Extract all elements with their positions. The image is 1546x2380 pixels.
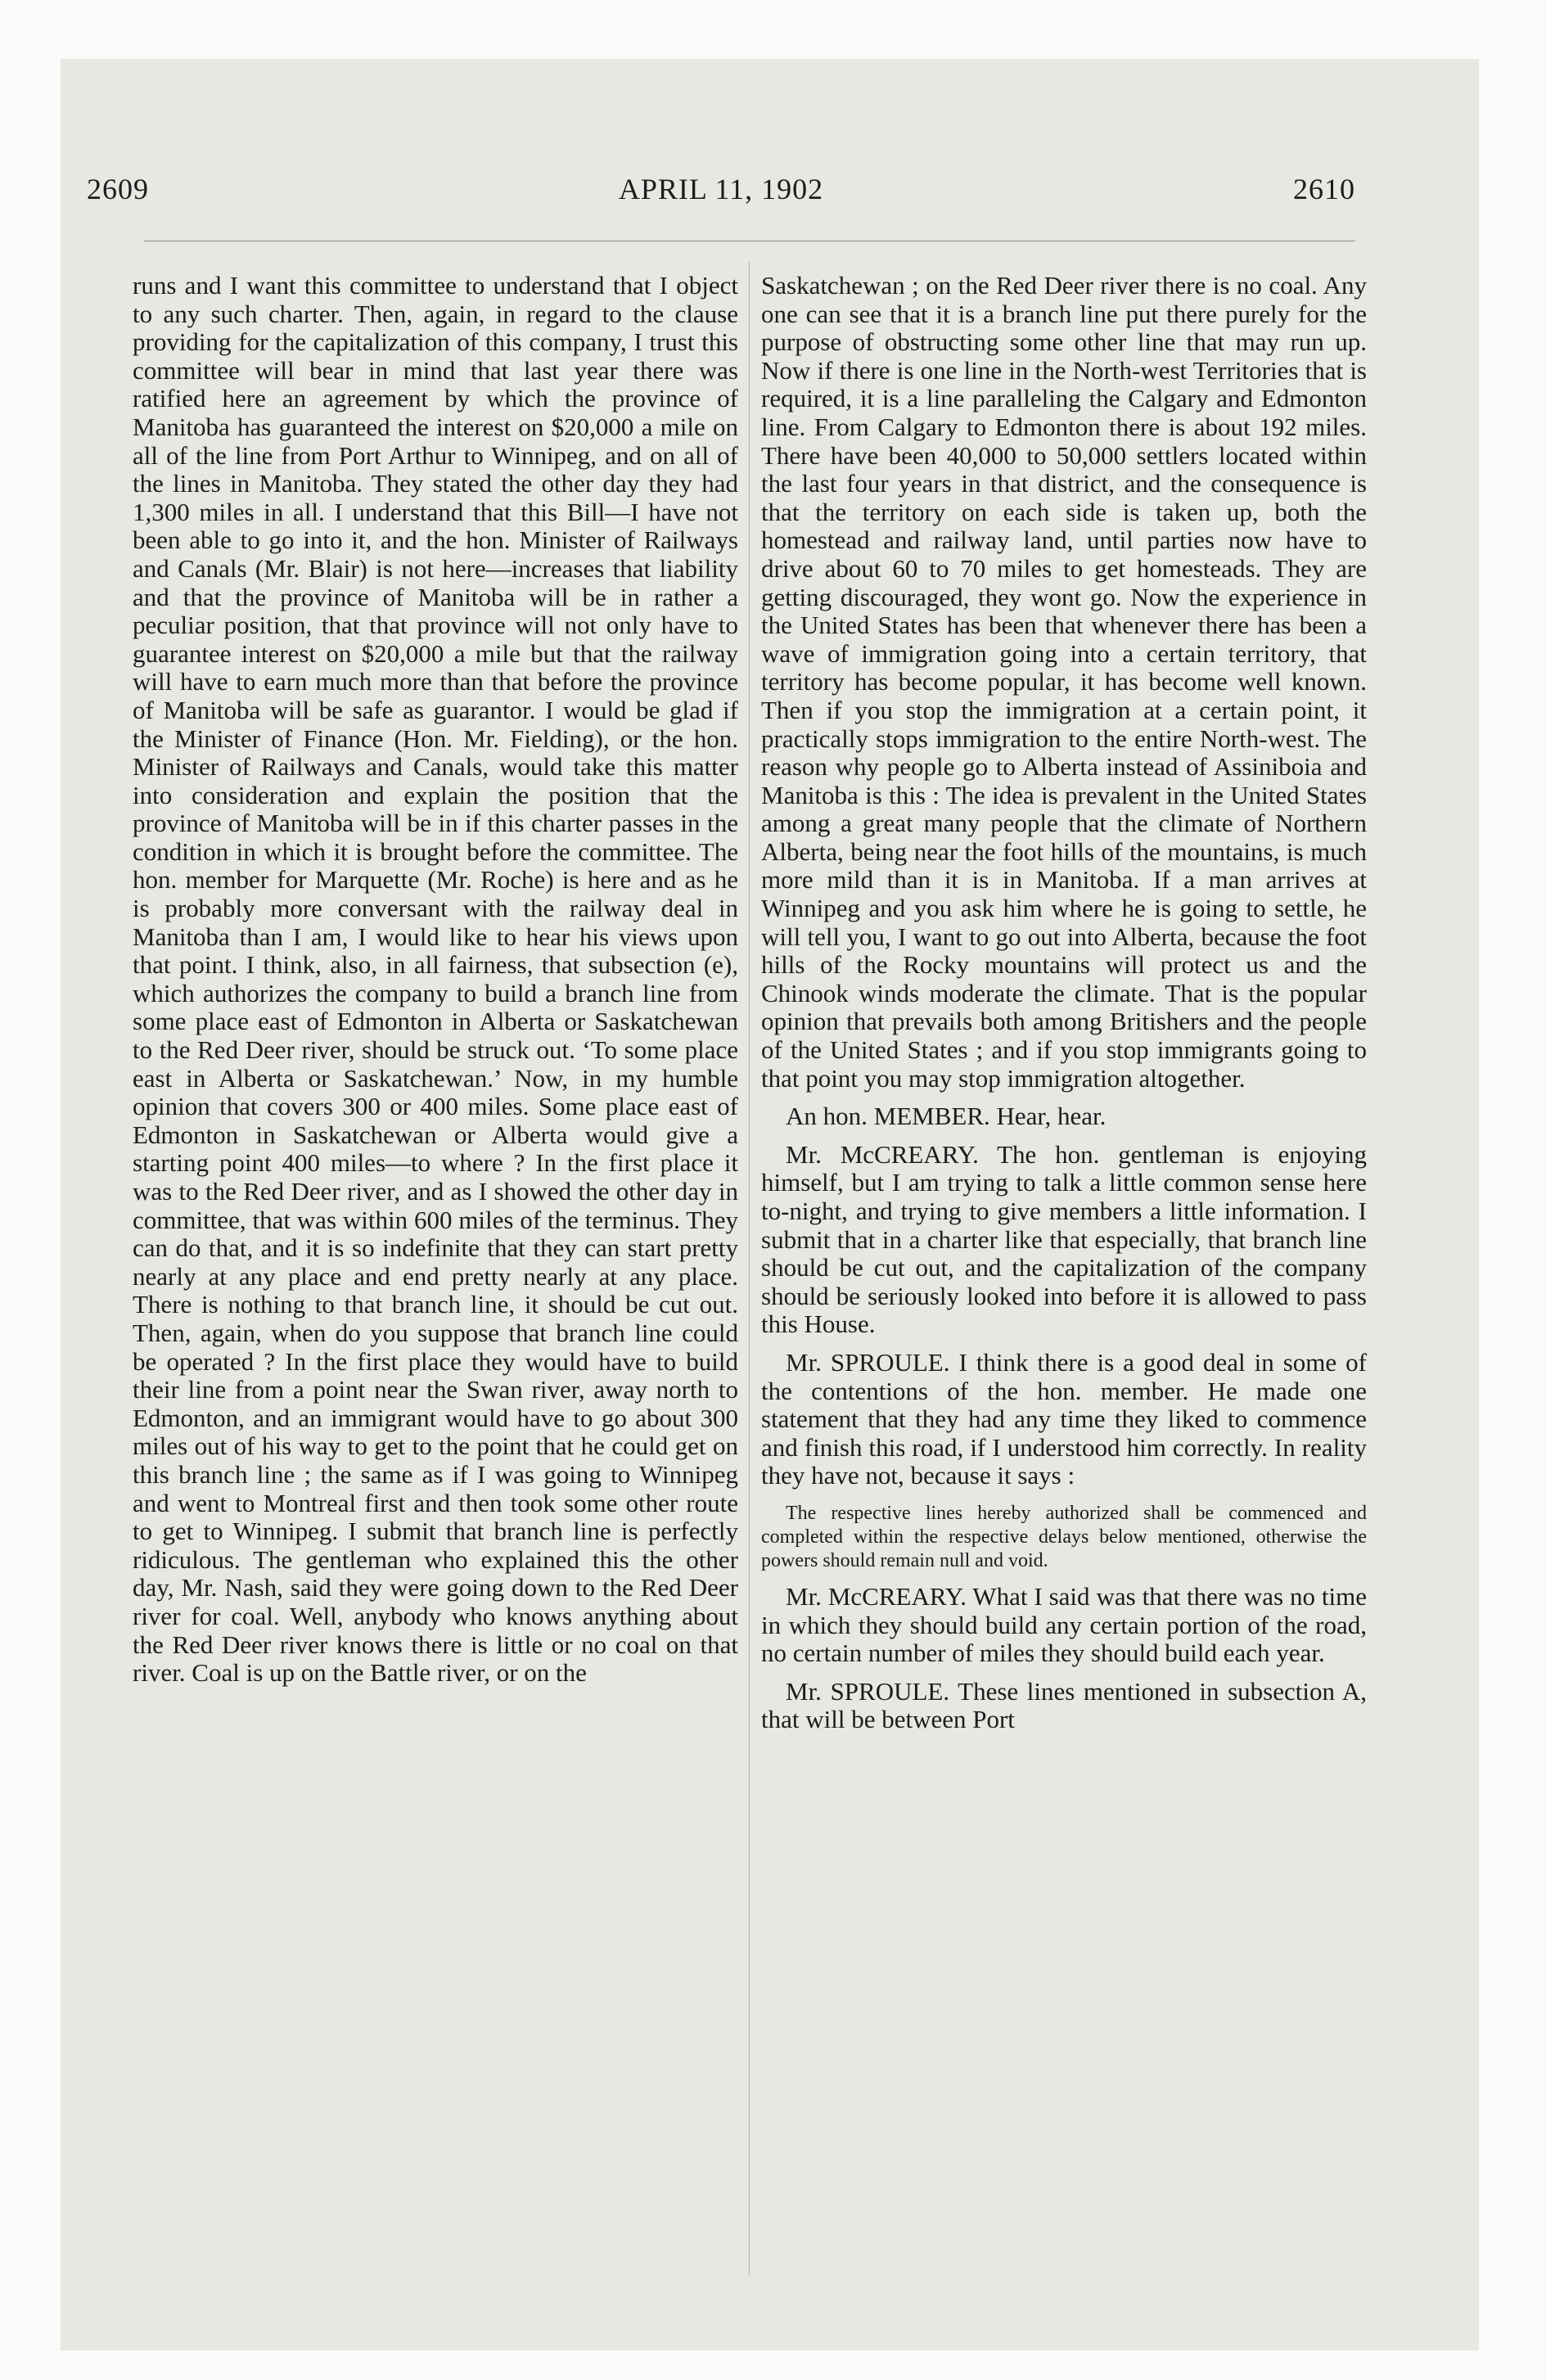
page-header	[87, 172, 1355, 221]
left-column-text: runs and I want this committee to understand that I object to any such charter. Then, again, in regard to the clause providing for the capitalization of this company, I trust this committee will bear in mind that last year there was ratified here an agreement by which the province of Manitoba has guaranteed the interest on $20,000 a mile on all of the line from Port Arthur to Winnipeg, and on all of the lines in Manitoba. They stated the other day they had 1,300 miles in all. I understand that this Bill—I have not been able to go into it, and the hon. Minister of Railways and Canals (Mr. Blair) is not here—increases that liability and that the province of Manitoba will be in rather a peculiar position, that that province will not only have to guarantee interest on $20,000 a mile but that the railway will have to earn much more than that before the province of Manitoba will be safe as guarantor. I would be glad if the Minister of Finance (Hon. Mr. Fielding), or the hon. Minister of Railways and Canals, would take this matter into consideration and explain the position that the province of Manitoba will be in if this charter passes in the condition in which it is brought before the committee. The hon. member for Marquette (Mr. Roche) is here and as he is probably more conversant with the railway deal in Manitoba than I am, I would like to hear his views upon that point. I think, also, in all fairness, that subsection (e), which authorizes the company to build a branch line from some place east of Edmonton in Alberta or Saskatchewan to the Red Deer river, should be struck out. ‘To some place east in Alberta or Saskatchewan.’ Now, in my humble opinion that covers 300 or 400 miles. Some place east of Edmonton in Saskatchewan or Alberta would give a starting point 400 miles—to where ? In the first place it was to the Red Deer river, and as I showed the other day in committee, that was within 600 miles of the terminus. They can do that, and it is so indefinite that they can start pretty nearly at any place and end pretty nearly at any place. There is nothing to that branch line, it should be cut out. Then, again, when do you suppose that branch line could be operated ? In the first place they would have to build their line from a point near the Swan river, away north to Edmonton, and an immigrant would have to go about 300 miles out of his way to get to the point that he could get on this branch line ; the same as if I was going to Winnipeg and went to Montreal first and then took some other route to get to Winnipeg. I submit that branch line is perfectly ridiculous. The gentleman who explained this the other day, Mr. Nash, said they were going down to the Red Deer river for coal. Well, anybody who knows anything about the Red Deer river knows there is little or no coal on that river. Coal is up on the Battle river, or on the	[133, 271, 738, 1688]
block-quote: The respective lines hereby authorized shall be commenced and completed within the respective delays below mentioned, otherwise the powers should remain null and void.	[761, 1502, 1367, 1571]
paragraph: Saskatchewan ; on the Red Deer river there is no coal. Any one can see that it is a branch line put there purely for the purpose of obstructing some other line that may run up. Now if there is one line in the North-west Territories that is required, it is a line paralleling the Calgary and Edmonton line. From Calgary to Edmonton there is about 192 miles. There have been 40,000 to 50,000 settlers located within the last four years in that district, and the consequence is that the territory on each side is taken up, both the homestead and railway land, until parties now have to drive about 60 to 70 miles to get homesteads. They are getting discouraged, they wont go. Now the experience in the United States has been that whenever there has been a wave of immigration going into a certain territory, that territory has become popular, it has become well known. Then if you stop the immigration at a certain point, it practically stops immigration to the entire North-west. The reason why people go to Alberta instead of Assiniboia and Manitoba is this : The idea is prevalent in the United States among a great many people that the climate of Northern Alberta, being near the foot hills of the mountains, is much more mild than it is in Manitoba. If a man arrives at Winnipeg and you ask him where he is going to settle, he will tell you, I want to go out into Alberta, because the foot hills of the Rocky mountains will protect us and the Chinook winds moderate the climate. That is the popular opinion that prevails both among Britishers and the people of the United States ; and if you stop immigrants going to that point you may stop immigration altogether.	[761, 271, 1367, 1093]
right-column	[761, 272, 1367, 1734]
paragraph: Mr. SPROULE. These lines mentioned in subsection A, that will be between Port	[761, 1676, 1367, 1734]
paragraph: An hon. MEMBER. Hear, hear.	[786, 1102, 1107, 1131]
page-number-right: 2610	[1293, 173, 1355, 205]
paragraph: Mr. SPROULE. I think there is a good deal in some of the contentions of the hon. member. He made one statement that they had any time they liked to commence and finish this road, if I understood him correctly. In reality they have not, because it says :	[761, 1347, 1367, 1490]
paragraph: Mr. McCREARY. What I said was that there was no time in which they should build any certain portion of the road, no certain number of miles they should build each year.	[761, 1581, 1367, 1668]
paragraph: Mr. McCREARY. The hon. gentleman is enjoying himself, but I am trying to talk a little common sense here to-night, and trying to give members a little information. I submit that in a charter like that especially, that branch line should be cut out, and the capitalization of the company should be seriously looked into before it is allowed to pass this House.	[761, 1139, 1367, 1339]
column-divider	[749, 262, 750, 2275]
page-date: APRIL 11, 1902	[618, 173, 824, 205]
page-number-left: 2609	[87, 173, 149, 205]
left-column	[133, 272, 738, 1688]
